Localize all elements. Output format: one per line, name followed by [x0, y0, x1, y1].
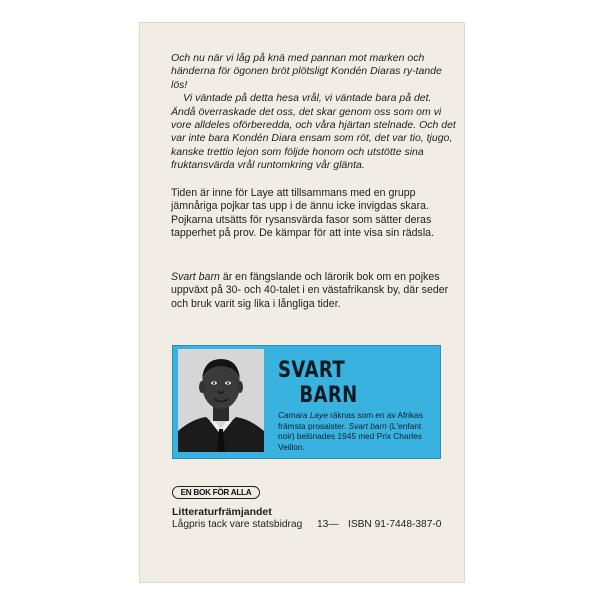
- summary-paragraph: [171, 271, 456, 311]
- quote-paragraph-1: Och nu när vi låg på knä med pannan mot marken och händerna för ögonen bröt plötsligt Kondén Diaras ry-tande lös!: [171, 52, 442, 91]
- author-bio-text-1: räknas som en av Afrikas främsta prosaister.: [278, 410, 423, 431]
- quote-paragraph-2: Vi väntade på detta hesa vrål, vi väntade bara på det. Ändå överraskade det oss, det skar genom oss som om vi vore alldeles oförberedda, och våra hjärtan stelnade. Och det var inte bara Kondén Diara ensam som röt, det var tio, tjugo, kanske trettio lejon som följde honom och utstötte sina fruktansvärda vrål runtomkring vår glänta.: [171, 92, 456, 172]
- series-badge: EN BOK FÖR ALLA: [172, 486, 260, 499]
- book-title-line-2: BARN: [299, 383, 358, 408]
- author-name: Camara Laye: [278, 410, 328, 420]
- publisher-name: Litteraturfrämjandet: [172, 506, 272, 518]
- author-bio-book-title: Svart barn: [348, 420, 387, 431]
- isbn: ISBN 91-7448-387-0: [348, 519, 442, 530]
- price: 13—: [317, 519, 339, 530]
- author-photo: [178, 349, 264, 452]
- excerpt-quote: [171, 52, 456, 173]
- summary-text: är en fängslande och lärorik bok om en pojkes uppväxt på 30- och 40-talet i en västafrikansk by, där seder och bruk varit sig lika i långliga tider.: [171, 271, 449, 310]
- author-bio-text-2: (L'enfant noir) belönades 1945 med Prix Charles Veillon.: [278, 420, 422, 452]
- footer-line: [172, 519, 444, 530]
- subsidy-note: Lågpris tack vare statsbidrag: [172, 519, 303, 530]
- description-paragraph: Tiden är inne för Laye att tillsammans med en grupp jämnåriga pojkar tas upp i de ännu icke invigdas skara. Pojkarna utsätts för rysansvärda fasor som sätter deras tapperhet på prov. De kämpar för att inte visa sin rädsla.: [171, 187, 435, 240]
- summary-book-title: Svart barn: [171, 271, 220, 283]
- author-bio: [278, 410, 438, 452]
- book-title: [278, 358, 406, 408]
- book-title-line-1: SVART: [278, 358, 346, 383]
